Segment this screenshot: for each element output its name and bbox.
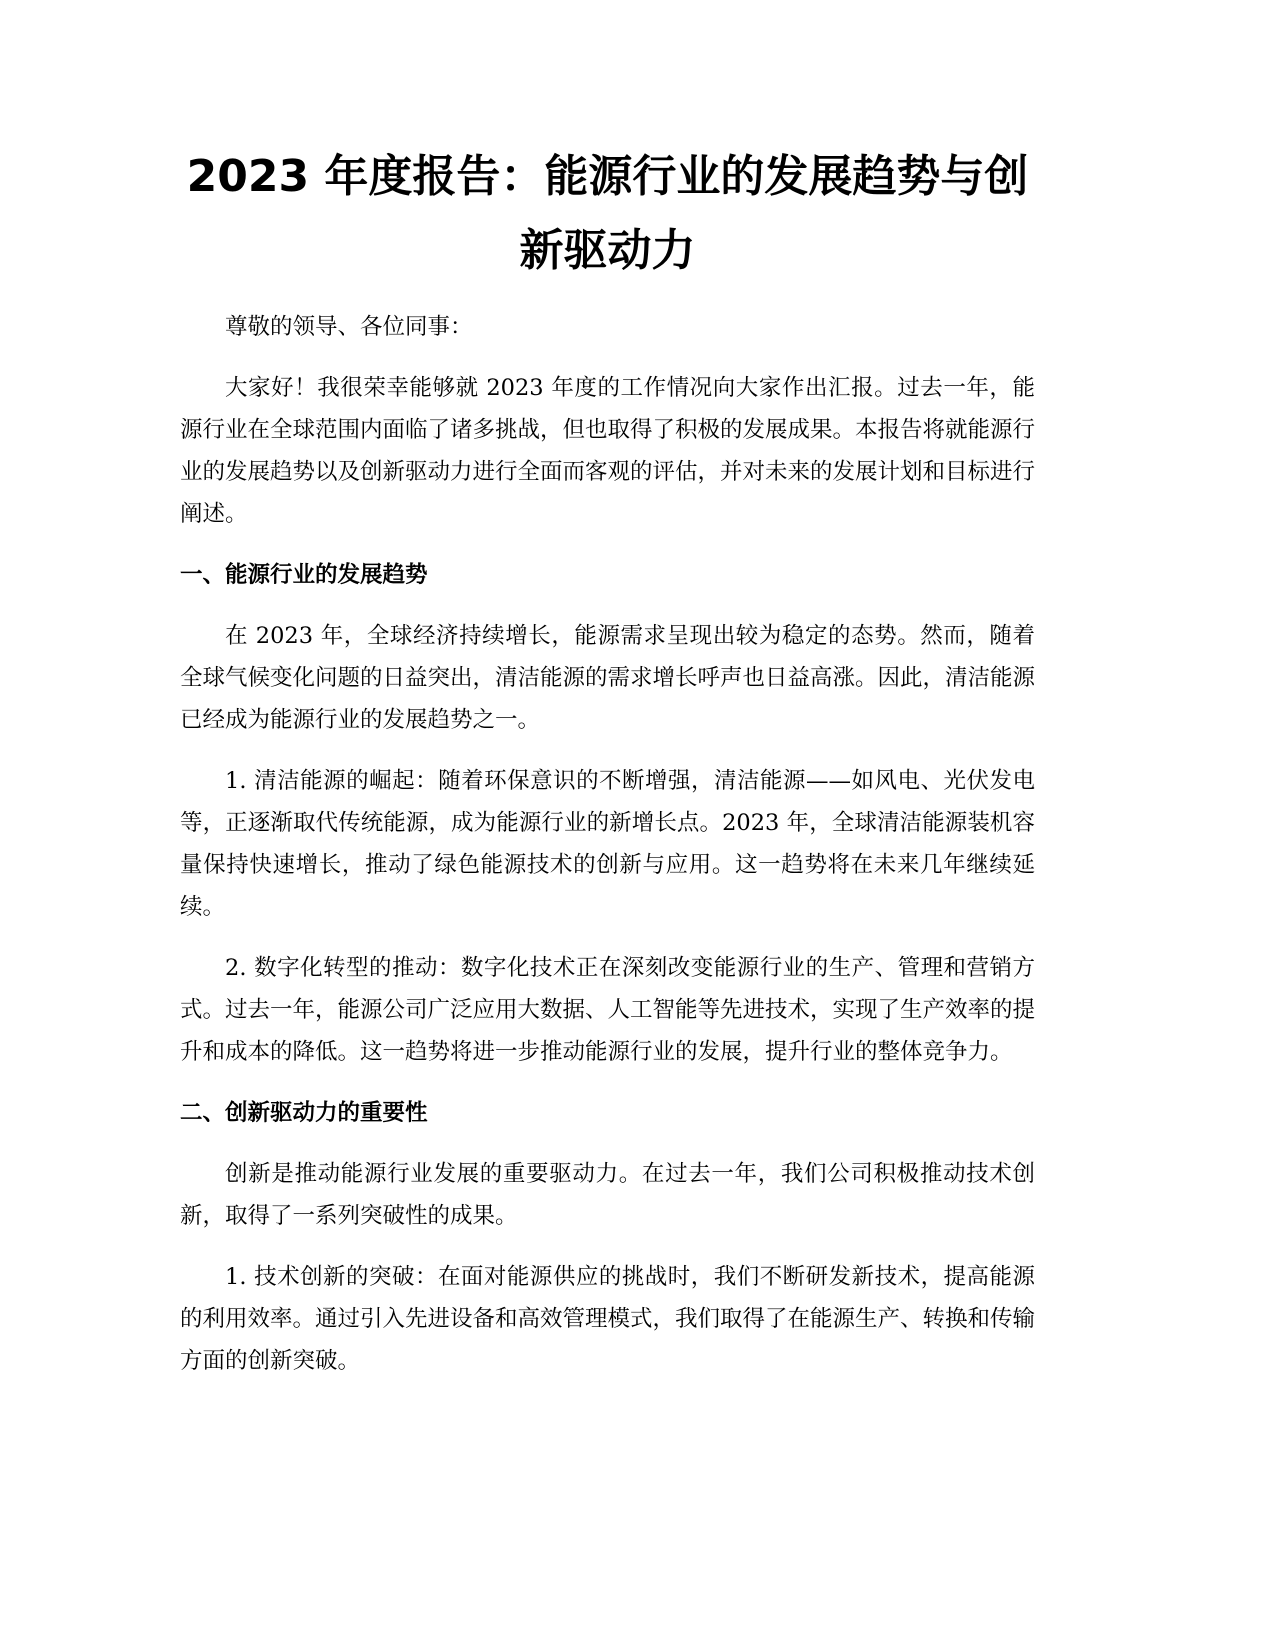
section-heading-innovation: 二、创新驱动力的重要性: [180, 1100, 428, 1126]
document-title: 2023 年度报告：能源行业的发展趋势与创新驱动力: [186, 151, 1029, 276]
innovation-paragraph-2: 1. 技术创新的突破：在面对能源供应的挑战时，我们不断研发新技术，提高能源的利用效率。通过引入先进设备和高效管理模式，我们取得了在能源生产、转换和传输方面的创新突破。: [180, 1264, 1036, 1374]
document-page: [180, 140, 1035, 1401]
section-heading-trends: 一、能源行业的发展趋势: [180, 562, 428, 588]
intro-paragraph: 大家好！我很荣幸能够就 2023 年度的工作情况向大家作出汇报。过去一年，能源行业在全球范围内面临了诸多挑战，但也取得了积极的发展成果。本报告将就能源行业的发展趋势以及创新驱动力进行全面而客观的评估，并对未来的发展计划和目标进行阐述。: [180, 375, 1036, 527]
innovation-paragraph-1: 创新是推动能源行业发展的重要驱动力。在过去一年，我们公司积极推动技术创新，取得了一系列突破性的成果。: [180, 1161, 1035, 1229]
trends-paragraph-3: 2. 数字化转型的推动：数字化技术正在深刻改变能源行业的生产、管理和营销方式。过去一年，能源公司广泛应用大数据、人工智能等先进技术，实现了生产效率的提升和成本的降低。这一趋势将进一步推动能源行业的发展，提升行业的整体竞争力。: [180, 955, 1036, 1065]
greeting-paragraph: 尊敬的领导、各位同事：: [225, 314, 473, 340]
trends-paragraph-1: 在 2023 年，全球经济持续增长，能源需求呈现出较为稳定的态势。然而，随着全球气候变化问题的日益突出，清洁能源的需求增长呼声也日益高涨。因此，清洁能源已经成为能源行业的发展趋势之一。: [180, 623, 1036, 733]
trends-paragraph-2: 1. 清洁能源的崛起：随着环保意识的不断增强，清洁能源——如风电、光伏发电等，正逐渐取代传统能源，成为能源行业的新增长点。2023 年，全球清洁能源装机容量保持快速增长，推动了绿色能源技术的创新与应用。这一趋势将在未来几年继续延续。: [180, 768, 1035, 920]
